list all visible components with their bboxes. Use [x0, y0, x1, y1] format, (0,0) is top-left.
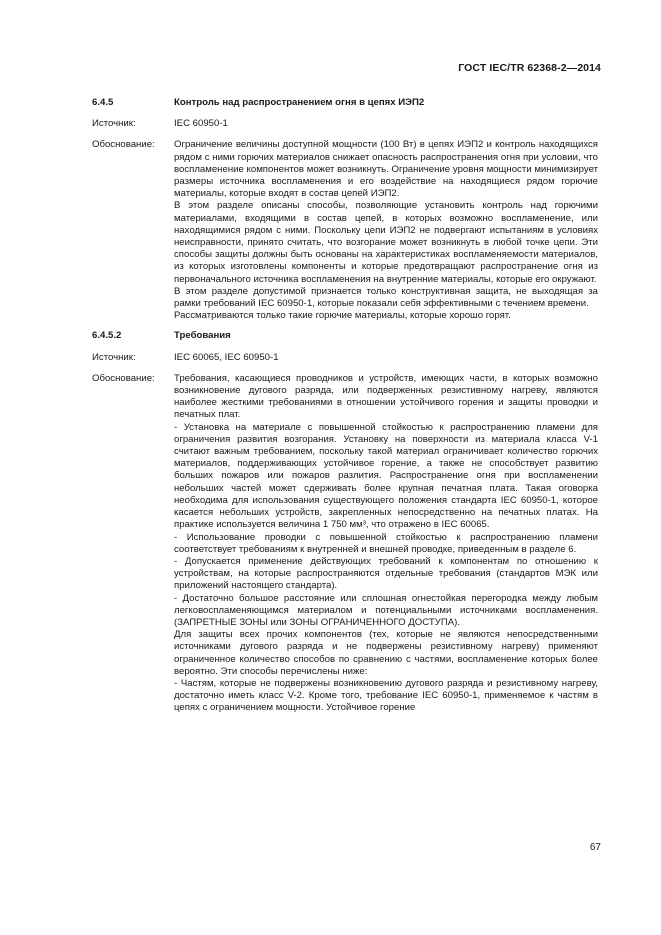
source-label: Источник:: [92, 118, 136, 130]
paragraph: - Достаточно большое расстояние или сплошная огнестойкая перегородка между любым легковоспламеняющимся материалом и потенциальными источниками воспламенения. (ЗАПРЕТНЫЕ ЗОНЫ или ЗОНЫ ОГРАНИЧЕННОГО ДОСТУПА).: [174, 592, 598, 628]
justification-row: [92, 373, 598, 715]
paragraph: Рассматриваются только такие горючие материалы, которые хорошо горят.: [174, 310, 511, 322]
paragraph: - Частям, которые не подвержены возникновению дугового разряда и резистивному нагреву, достаточно иметь класс V-2. Кроме того, требование IEC 60950-1, применяемое к частям в цепях с ограничением мощности. Устойчивое горение: [174, 677, 598, 714]
page-number: 67: [589, 842, 601, 853]
paragraph: Ограничение величины доступной мощности (100 Вт) в цепях ИЭП2 и контроль находящихся рядом с ними горючих материалов снижает опасность распространения огня при условии, что воспламенение компонентов может возникнуть. Ограничение уровня мощности минимизирует размеры источника воспламенения и его воздействие на находящиеся рядом горючие материалы, которые входят в состав цепей ИЭП2.: [174, 139, 598, 200]
section-heading: [92, 97, 598, 109]
paragraph: В этом разделе описаны способы, позволяющие установить контроль над горючими материалами, входящими в состав цепей, в которых возможно воспламенение, или находящимися рядом с ними. Поскольку цепи ИЭП2 не подвергают испытаниям в условиях неисправности, принято считать, что возгорание может возникнуть в любой точке цепи. Эти способы защиты должны быть основаны на характеристиках воспламеняемости материалов, из которых изготовлены компоненты и которые предотвращают распространение огня из первоначального источника воспламенения на внутренние материалы, которые его окружают.: [174, 200, 598, 285]
justification-row: [92, 139, 598, 322]
paragraph: - Установка на материале с повышенной стойкостью к распространению пламени для ограничения развития возгорания. Установку на поверхности из материала класса V-1 считают важным требованием, поскольку такой материал ограничивает количество горючих материалов, поддерживающих устойчивое горение, а также не способствует развитию больших пожаров или пожаров разлития. Распространение огня при воспламенении небольших частей может сдерживать более крупная печатная плата. Такая оговорка необходима для использования существующего положения стандарта IEC 60950-1, которое касается небольших устройств, закрепленных непосредственно на печатных платах. На практике используется величина 1 750 мм³, что отражено в IEC 60065.: [174, 421, 598, 531]
source-row: [92, 352, 598, 364]
justification-text: [174, 373, 598, 715]
paragraph: Требования, касающиеся проводников и устройств, имеющих части, в которых возможно возникновение дугового разряда, или подверженных резистивному нагреву, являются наиболее жесткими требованиями в отношении устойчивого горения и защиты проводки и печатных плат.: [174, 372, 598, 421]
paragraph: - Допускается применение действующих требований к компонентам по отношению к устройствам, на которые распространяются отдельные требования (стандартов МЭК или приложений настоящего стандарта).: [174, 555, 598, 592]
section-title: Контроль над распространением огня в цепях ИЭП2: [174, 97, 425, 108]
source-label: Источник:: [92, 351, 136, 363]
paragraph: В этом разделе допустимой признается только конструктивная защита, не выходящая за рамки требований IEC 60950-1, которые показали себя эффективными с течением времени.: [174, 285, 598, 310]
paragraph: - Использование проводки с повышенной стойкостью к распространению пламени соответствует требованиям к внутренней и внешней проводке, приведенным в разделе 6.: [174, 531, 598, 555]
section-number: 6.4.5: [92, 97, 114, 108]
source-row: [92, 118, 598, 130]
document-header: ГОСТ IEC/TR 62368-2—2014: [458, 62, 601, 74]
source-value: IEC 60950-1: [174, 118, 228, 130]
section-number: 6.4.5.2: [92, 330, 122, 342]
justification-label: Обоснование:: [92, 139, 155, 151]
source-value: IEC 60065, IEC 60950-1: [174, 351, 279, 363]
paragraph: Для защиты всех прочих компонентов (тех, которые не являются непосредственными источниками дугового разряда и не подвержены резистивному нагреву) применяют ограниченное количество способов по сравнению с частями, воспламенение которых более вероятно. Эти способы перечислены ниже:: [174, 629, 598, 677]
section-title: Требования: [174, 330, 231, 342]
justification-text: [174, 139, 598, 322]
section-heading: [92, 330, 598, 342]
page-content: [92, 97, 598, 723]
justification-label: Обоснование:: [92, 372, 155, 384]
